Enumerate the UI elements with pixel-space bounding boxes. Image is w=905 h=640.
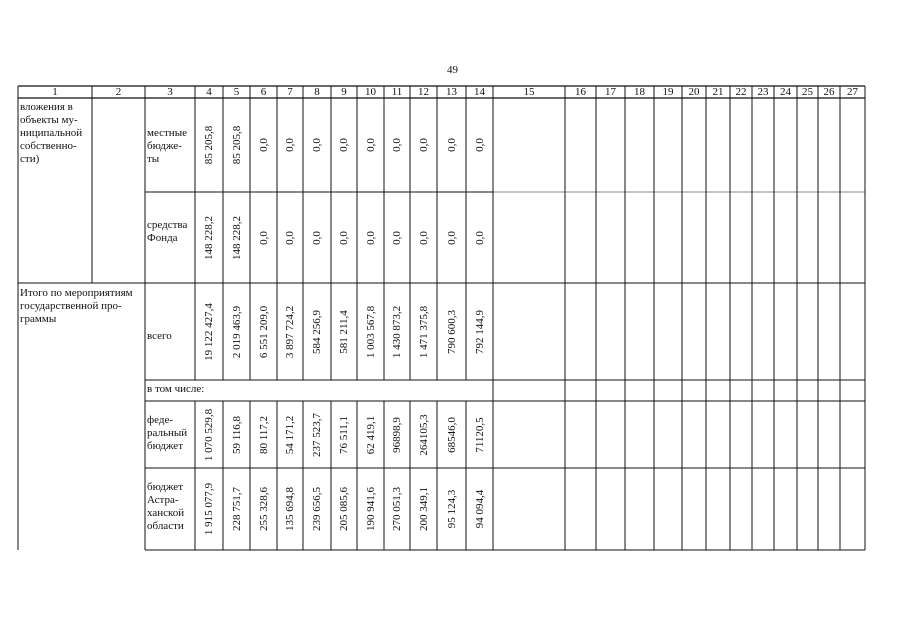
value-cell: 85 205,8	[230, 125, 243, 165]
value-cell: 0,0	[338, 138, 350, 152]
cell-text: граммы	[20, 313, 57, 325]
cell-text: ханской	[147, 507, 185, 519]
value-cell: 19 122 427,4	[203, 302, 215, 361]
cell-text: государственной про-	[20, 300, 122, 312]
page-number: 49	[447, 64, 458, 76]
cell-text: в том числе:	[147, 383, 205, 395]
value-cell: 71120,5	[473, 416, 486, 453]
column-header: 6	[260, 86, 267, 98]
value-cell: 54 171,2	[284, 415, 296, 454]
column-header: 22	[735, 86, 747, 98]
value-cell: 264105,3	[417, 413, 430, 456]
column-header: 18	[634, 86, 645, 98]
column-header: 3	[167, 86, 173, 98]
cell-text: всего	[147, 330, 172, 342]
column-header: 14	[474, 86, 485, 98]
column-header: 11	[391, 86, 403, 98]
column-header: 24	[780, 86, 791, 98]
value-cell: 0,0	[284, 230, 296, 245]
cell-text: Итого по мероприятиям	[20, 287, 133, 299]
cell-text: сти)	[20, 153, 40, 165]
value-cell: 584 256,9	[311, 309, 323, 354]
value-cell: 0,0	[311, 230, 323, 245]
value-cell: 792 144,9	[473, 309, 486, 354]
value-cell: 0,0	[417, 138, 430, 152]
value-cell: 96898,9	[391, 416, 403, 453]
value-cell: 0,0	[445, 138, 458, 152]
value-cell: 148 228,2	[230, 215, 243, 260]
column-header: 23	[757, 86, 769, 98]
value-cell: 255 328,6	[257, 487, 270, 531]
column-header: 9	[341, 86, 347, 98]
cell-text: ральный	[147, 427, 188, 439]
cell-text: области	[147, 520, 184, 532]
value-cell: 62 419,1	[364, 415, 377, 454]
value-cell: 0,0	[473, 230, 486, 245]
value-cell: 0,0	[364, 230, 377, 245]
column-header: 5	[233, 86, 240, 98]
value-cell: 95 124,3	[445, 489, 458, 529]
cell-text: бюдже-	[147, 140, 182, 152]
value-cell: 237 523,7	[311, 412, 323, 457]
cell-text: ниципальной	[20, 127, 83, 139]
value-cell: 0,0	[257, 230, 270, 245]
column-header: 1	[52, 86, 58, 98]
value-cell: 205 085,6	[338, 487, 350, 531]
value-cell: 581 211,4	[338, 309, 350, 354]
cell-text: Фонда	[147, 232, 178, 244]
value-cell: 0,0	[473, 138, 486, 152]
cell-text: местные	[147, 127, 187, 139]
value-cell: 190 941,6	[364, 487, 377, 531]
cell-text: средства	[147, 219, 188, 231]
cell-text: объекты му-	[20, 114, 78, 126]
value-cell: 148 228,2	[203, 215, 215, 260]
cell-text: ты	[147, 153, 160, 165]
value-cell: 0,0	[391, 138, 403, 152]
column-header: 12	[418, 86, 429, 98]
value-cell: 2 019 463,9	[230, 305, 243, 358]
column-header: 27	[847, 86, 858, 98]
column-header: 8	[314, 86, 320, 98]
cell-text: феде-	[147, 414, 174, 426]
value-cell: 80 117,2	[257, 415, 270, 454]
column-header: 2	[115, 86, 122, 98]
column-header: 17	[605, 86, 616, 98]
value-cell: 790 600,3	[445, 309, 458, 354]
value-cell: 6 551 209,0	[257, 305, 270, 358]
value-cell: 0,0	[311, 138, 323, 152]
value-cell: 200 349,1	[417, 487, 430, 531]
column-header: 16	[575, 86, 586, 98]
column-header: 15	[523, 86, 535, 98]
column-header: 19	[662, 86, 674, 98]
value-cell: 0,0	[417, 230, 430, 245]
column-header: 25	[802, 86, 813, 98]
value-cell: 0,0	[284, 138, 296, 152]
value-cell: 1 003 567,8	[364, 305, 377, 358]
value-cell: 1 430 873,2	[391, 305, 403, 358]
value-cell: 59 116,8	[230, 415, 243, 454]
column-header: 21	[712, 86, 724, 98]
column-header: 10	[365, 86, 376, 98]
column-header: 13	[446, 86, 457, 98]
value-cell: 1 471 375,8	[417, 305, 430, 358]
value-cell: 68546,0	[445, 416, 458, 453]
column-header: 20	[688, 86, 700, 98]
value-cell: 135 694,8	[284, 487, 296, 531]
column-header: 4	[206, 86, 212, 98]
cell-text: вложения в	[20, 101, 73, 113]
value-cell: 76 511,1	[338, 415, 350, 454]
value-cell: 239 656,5	[311, 487, 323, 531]
column-header: 26	[823, 86, 835, 98]
value-cell: 0,0	[364, 138, 377, 152]
cell-text: Астра-	[147, 494, 179, 506]
value-cell: 1 915 077,9	[203, 482, 215, 536]
value-cell: 94 094,4	[473, 489, 486, 529]
value-cell: 0,0	[445, 230, 458, 245]
value-cell: 3 897 724,2	[284, 305, 296, 358]
cell-text: собственно-	[20, 140, 77, 152]
column-header: 7	[287, 86, 293, 98]
cell-text: бюджет	[147, 481, 183, 493]
value-cell: 0,0	[338, 230, 350, 245]
cell-text: бюджет	[147, 440, 183, 452]
value-cell: 0,0	[257, 138, 270, 152]
value-cell: 0,0	[391, 230, 403, 245]
value-cell: 1 070 529,8	[203, 408, 215, 461]
value-cell: 85 205,8	[203, 125, 215, 165]
value-cell: 270 051,3	[391, 487, 403, 531]
value-cell: 228 751,7	[230, 487, 243, 531]
